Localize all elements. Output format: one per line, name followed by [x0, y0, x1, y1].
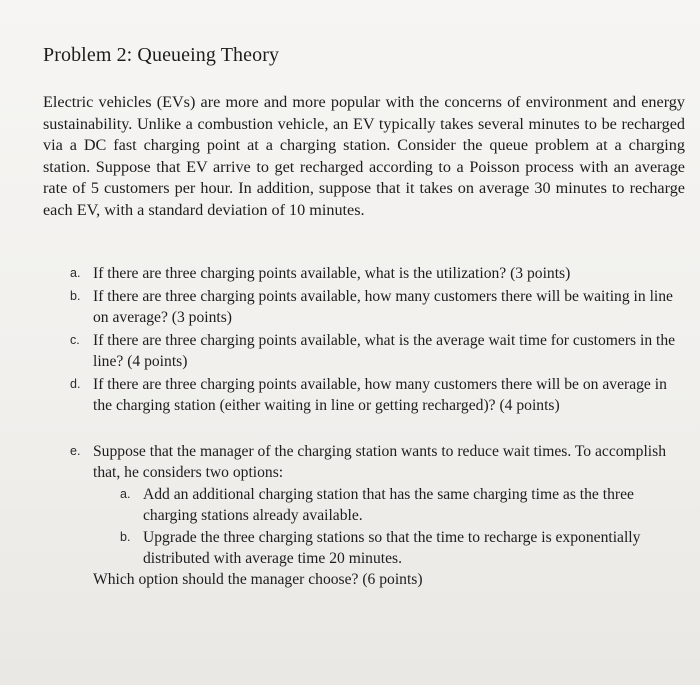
- question-c-text: If there are three charging points available, what is the average wait time for customers in the line? (4 points): [93, 332, 676, 370]
- question-e-text: Suppose that the manager of the charging station wants to reduce wait times. To accomplish that, he considers two options:: [93, 443, 666, 481]
- question-a-marker: a.: [70, 266, 81, 280]
- question-d-marker: d.: [70, 377, 81, 391]
- question-a-text: If there are three charging points available, what is the utilization? (3 points): [93, 265, 571, 282]
- problem-intro-paragraph: Electric vehicles (EVs) are more and more popular with the concerns of environment and energy sustainability. Unlike a combustion vehicle, an EV typically takes several minutes to be recharged via a DC fast charging point at a charging station. Consider the queue problem at a charging station. Suppose that EV arrive to get recharged according to a Poisson process with an average rate of 5 customers per hour. In addition, suppose that it takes on average 30 minutes to recharge each EV, with a standard deviation of 10 minutes.: [43, 93, 685, 219]
- question-d-text: If there are three charging points available, how many customers there will be on average in the charging station (either waiting in line or getting recharged)? (4 points): [93, 376, 667, 414]
- option-b-marker: b.: [120, 530, 131, 544]
- option-b-text: Upgrade the three charging stations so that the time to recharge is exponentially distributed with average time 20 minutes.: [143, 529, 641, 567]
- question-e-marker: e.: [70, 444, 81, 458]
- problem-title: Problem 2: Queueing Theory: [43, 44, 280, 66]
- option-a-marker: a.: [120, 487, 131, 501]
- option-a-text: Add an additional charging station that has the same charging time as the three charging stations already available.: [143, 486, 634, 524]
- closing-question: Which option should the manager choose? (6 points): [93, 571, 423, 588]
- question-b-text: If there are three charging points available, how many customers there will be waiting in line on average? (3 points): [93, 288, 673, 326]
- question-c-marker: c.: [70, 333, 80, 347]
- question-b-marker: b.: [70, 289, 81, 303]
